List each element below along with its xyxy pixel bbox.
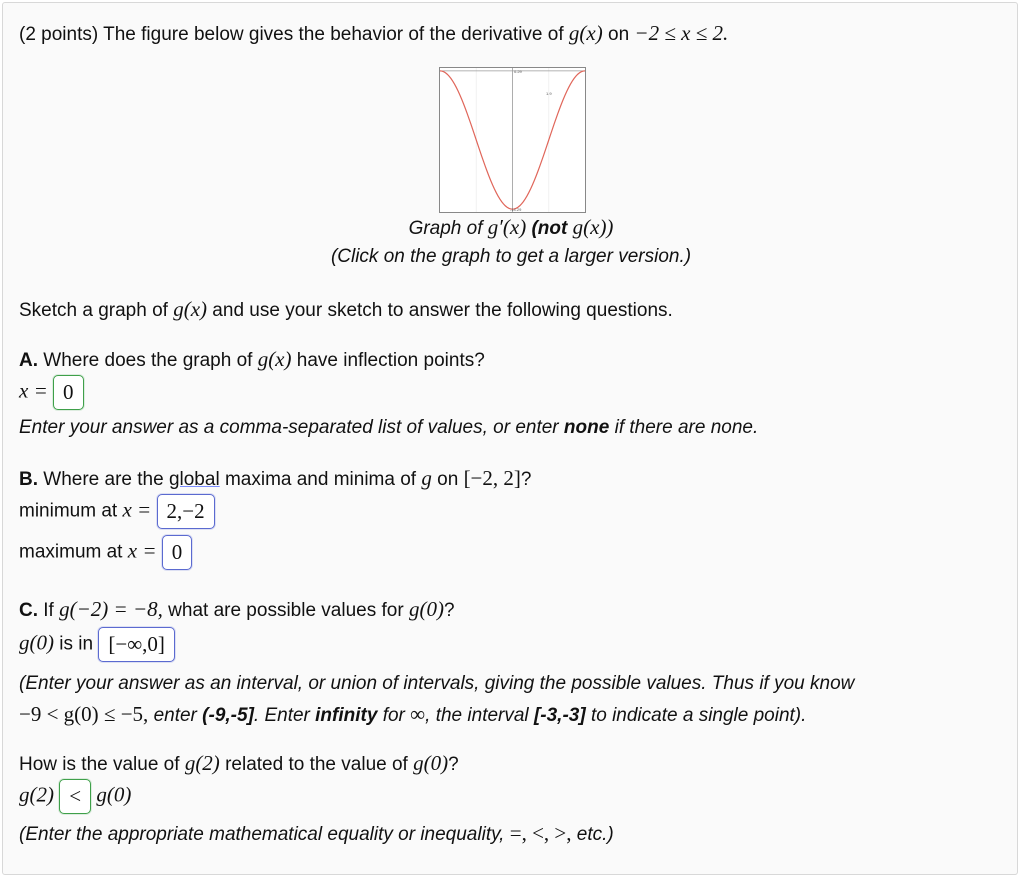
tick-label-top: 0.29 (514, 69, 522, 74)
derivative-graph-thumbnail[interactable] (439, 67, 586, 213)
inflection-points-input[interactable]: 0 (53, 375, 84, 410)
part-a-answer-row: x = 0 (19, 375, 84, 410)
part-c-hint-line-2: −9 < g(0) ≤ −5, enter (-9,-5]. Enter infinity for ∞, the interval [-3,-3] to indicate a single point). (19, 702, 807, 726)
part-c-hint-line-1: (Enter your answer as an interval, or union of intervals, giving the possible values. Thus if you know (19, 673, 855, 694)
part-a-hint: Enter your answer as a comma-separated list of values, or enter none if there are none. (19, 417, 759, 438)
part-a-question: A. Where does the graph of g(x) have inflection points? (19, 347, 485, 371)
sketch-instruction: Sketch a graph of g(x) and use your sketch to answer the following questions. (19, 297, 673, 321)
comparison-input[interactable]: < (59, 779, 91, 814)
maximum-input[interactable]: 0 (162, 535, 193, 570)
part-c-answer-row: g(0) is in [−∞,0] (19, 627, 175, 662)
g0-interval-input[interactable]: [−∞,0] (98, 627, 175, 662)
graph-caption: Graph of g′(x) (not g(x)) (408, 215, 614, 239)
part-d-hint: (Enter the appropriate mathematical equality or inequality, =, <, >, etc.) (19, 821, 614, 845)
derivative-graph[interactable] (440, 68, 585, 212)
minimum-input[interactable]: 2,−2 (157, 494, 215, 529)
part-b-question: B. Where are the global maxima and minima of g on [−2, 2]? (19, 466, 532, 490)
tick-label-bottom: -14.29 (510, 207, 522, 212)
minimum-row: minimum at x = 2,−2 (19, 494, 215, 529)
maximum-row: maximum at x = 0 (19, 535, 192, 570)
part-d-answer-row: g(2) < g(0) (19, 779, 131, 814)
part-c-question: C. If g(−2) = −8, what are possible values for g(0)? (19, 597, 455, 621)
problem-header: (2 points) The figure below gives the behavior of the derivative of g(x) on −2 ≤ x ≤ 2. (19, 21, 729, 45)
part-d-question: How is the value of g(2) related to the value of g(0)? (19, 751, 459, 775)
problem-card (2, 2, 1018, 875)
tick-label-right: 1.9 (546, 91, 552, 96)
graph-click-note: (Click on the graph to get a larger version.) (330, 246, 692, 267)
